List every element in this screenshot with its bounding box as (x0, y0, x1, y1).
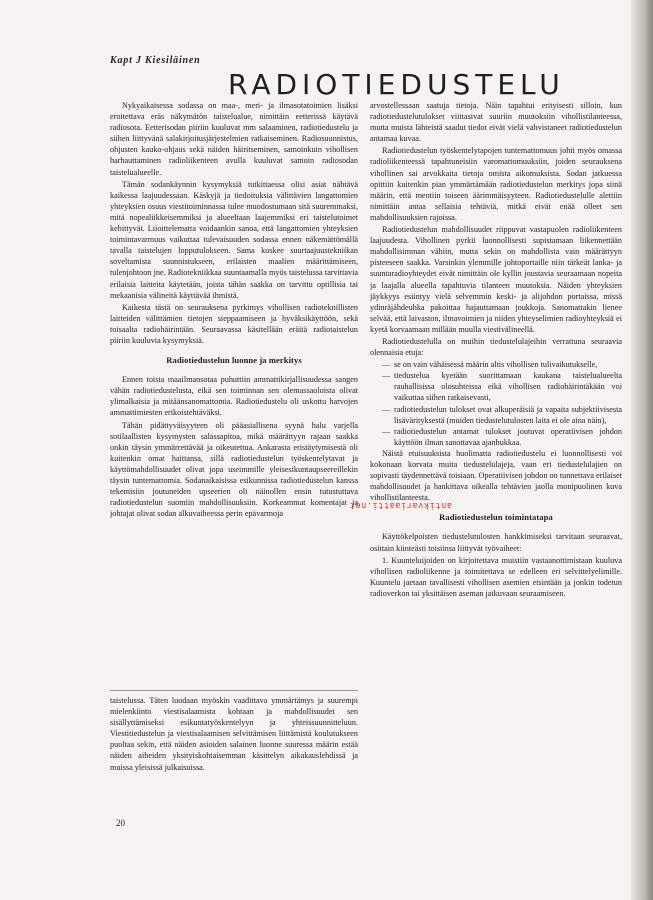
paragraph: 1. Kuunteluijoiden on kirjoitettava muistiin vastaanottimistaan kuuluva vihollisen radioliikenne ja toimitettava se edelleen eri selvittelyelimille. Kuuntelu jaetaan tavallisesti vihollisen asemien etsintään ja jonkin todetun radioverkon tai yksittäisen aseman jatkuvaan seuraamiseen. (370, 555, 622, 598)
paragraph: Tähän pidättyväisyyteen oli pääasiallisena syynä halu varjella sotilaallisten kysymysten salassapitoa, mikä määrättyyn rajaan saakka onkin täysin ymmärrettävää ja oikeutettua. Ankarasta eristäytymisestä oli kuitenkin omat haittansa, sillä radiotiedustelun työskentelytavat ja käyttömahdollisuudet olivat jopa useimmille yleisesikuntaupseereillekin täysin tuntemattomia. Sodanaikaisissa esikunnissa radiotiedustelun kanssa tekemisiin joutuneiden upseerien oli näinollen ensin tutustuttava radiotiedustelun suomiin mahdollisuuksiin. Korkeammat komentajat ja johtajat olivat sodan alkuvaiheessa perin epävarmoja (110, 420, 358, 519)
list-dash: — (382, 404, 391, 414)
list-item (382, 404, 622, 426)
list-item-text: radiotiedustelun antamat tulokset joutuvat operatiivisen johdon käyttöön ilman sanottavaa ajanhukkaa. (394, 426, 622, 447)
section-heading: Radiotiedustelun luonne ja merkitys (166, 355, 302, 366)
column-divider-rule (110, 690, 358, 691)
list-dash: — (382, 426, 391, 436)
paragraph: Käyttökelpoisten tiedustelutulosten hankkimiseksi tarvitaan seuraavat, osittain kiinteästi toisiinsa liittyvät työvaiheet: (370, 532, 622, 553)
list-item-text: radiotiedustelun tulokset ovat alkuperäisiä ja vapaita subjektiivisesta lisävärityksestä (muiden tiedustelutulosten laita ei ole aina näin), (394, 404, 622, 425)
paragraph: taistelussa. Täten luodaan myöskin vaadittava ymmärtämys ja suurempi mielenkiinto viestisalaamista kohtaan ja mahdollisuudet sen sisällyttämiseksi esikuntatyöskentelyyn ja yhteissuunnitteluun. Viestitiedustelun ja viestisalaamisen selvittämisen liittämistä koulutukseen puoltaa sekin, että näiden asioiden salainen luonne suuressa määrin estää näiden aiheiden yksityiskohtaisemman käsittelyn aikakauslehdissä ja muissa yleisissä julkaisuissa. (110, 696, 358, 772)
list-dash: — (382, 371, 391, 381)
paragraph: Ennen toista maailmansotaa puhuttiin ammattikirjallisuudessa sangen vähän radiotiedustelusta, eikä sen toiminnan sen olemassaoloista olivat ylimalkaisia ja mitäänsanomattomia. Radiotiedustelu oli uskottu harvojen ammattimiesten erikoistehtäväksi. (110, 375, 358, 418)
right-column (370, 100, 622, 800)
paragraph: Kaikesta tästä on seurauksena pyrkimys vihollisen radioteknillisten laitteiden välittämien tietojen sieppaamiseen ja hyväksikäyttöön, sekä toisaalta radiohäirintään. Seuraavassa käsitellään eräitä radiotaistelun piiriin kuuluvia kysymyksiä. (110, 302, 358, 345)
list-item-text: se on vain vähäisessä määrin altis vihollisen tulivaikutukselle, (394, 360, 598, 370)
paragraph: Radiotiedustelun työskentelytapojen tuntemattomuus johti myös omassa radioliikenteessä tapahtuneisiin varomattomuuksiin, joiden seurauksena vihollinen sai arvokkaita tietoja omista aikomuksista. Sodan jatkuessa opittiin kuitenkin pian ymmärtämään radiotiedustelun merkitys jopa siinä määrin, että mentiin toiseen äärimmäisyyteen. Radiotiedustelulle alettiin nimittäin antaa sellaisia tehtäviä, mitkä eivät enää olleet sen mahdollisuuksien rajoissa. (370, 146, 622, 222)
paragraph: Näistä etuisuuksista huolimatta radiotiedustelu ei luonnollisesti voi kokonaan korvata muita tiedustelulajeja, vaan eri tiedustelulajien on sopivasti täydennettävä toisiaan. Operatiivisen johdon on tunnettava erilaiset mahdollisuudet ja hankittava oikealla tehtävien jaolla monipuolinen kuva vihollistilanteesta. (370, 448, 622, 503)
antikvariaatti-watermark-stamp: antikvariaatti.net (349, 500, 452, 510)
article-title: RADIOTIEDUSTELU (228, 68, 565, 101)
list-item-text: tiedustelua kyetään suorittamaan kaukana taistelualueelta rauhallisissa olosuhteissa eikä vihollisen radiohäirintäkään voi vaikuttaa siihen ratkaisevasti, (394, 371, 622, 403)
page-gutter-shadow (631, 0, 653, 900)
paragraph: Nykyaikaisessa sodassa on maa-, meri- ja ilmasotatoimien lisäksi eroitettava eräs näkymätön taistelualue, nimittäin eetterissä käytävä radiosota. Eetterisodan piiriin kuuluvat mm salaaminen, radiotiedustelu ja siihen liittyvänä salakirjoitusjärjestelmien ratkaiseminen. Radiosuunnistus, ohjusten kauko-ohjaus sekä näiden häiritseminen, samoinkuin vihollisen harhauttaminen radioliikenteen avulla kuuluvat samoin radiosodan taistelualueelle. (110, 101, 358, 177)
paragraph: arvostellessaan saatuja tietoja. Näin tapahtui erityisesti silloin, kun radiotiedustelutulokset viittasivat suuriin muutoksiin vihollistilanteessa, mutta muista lähteistä saadut tiedot eivät vielä vahvistaneet radiotiedustelun antamaa kuvaa. (370, 101, 622, 144)
list-item (382, 359, 622, 370)
list-dash: — (382, 360, 391, 370)
page-number: 20 (116, 818, 125, 828)
author-byline: Kapt J Kiesiläinen (110, 55, 201, 66)
left-column-bottom (110, 695, 358, 805)
section-heading: Radiotiedustelun toimintatapa (439, 512, 553, 523)
paragraph: Radiotiedustelun mahdollisuudet riippuvat vastapuolen radioliikenteen laajuudesta. Vihollinen pyrkii luonnollisesti supistamaan liikennettään mahdollisimman vähiin, mutta sekin on mahdollista vain määrättyyn pisteeseen saakka. Varsinkin ylemmille johtoportaille niin tärkeät lanka- ja suuntaradioyhteydet eivät nimittäin ole kyllin joustavia seuraamaan nopeita ja laajalla alueella tapahtuvia tilanteen muutoksia. Näiden yhteyksien jäykkyys esiintyy vielä selvemmin keski- ja alijohdon portaissa, missä ydinräjähdeuhka pakoittaa hajauttamaan joukkoja. Sanomattakin lienee selvää, että laivaston, ilmavoimien ja niiden yhteyselimien radioyhteyksiä ei kyetä korvaamaan millään muulla viestivälineellä. (370, 225, 622, 334)
paragraph: Tämän sodankäynnin kysymyksiä tutkittaessa olisi asiat nähtävä kaikessa laajuudessaan. Käskyjä ja tiedoituksia välittävien langattomien yhteyksien osuus viestitoiminnassa tulee muodostumaan sitä suuremmaksi, mitä nopealiikkeisemmiksi ja alueeltaan laajemmiksi eri taistelutoimet kehittyvät. Liioittelematta voidaankin sanoa, että langattomien yhteyksien toimintavarmuus vaikuttaa tulevaisuuden sodassa ennen näkemättömällä tavalla taistelujen lopputulokseen. Sama koskee suurtaajuustekniikan soveltamista suunnistukseen, erilaisten maalien määrittämiseen, tulenjohtoon jne. Radiotekniikkaa suuntaamalla myös taistelussa tarvittavia erilaisia laitteita käytetään, joista tähän saakka on tarvittu optillisia tai mekaanisia välineitä käyttävää ihmistä. (110, 179, 358, 300)
left-column-top (110, 100, 358, 690)
advantages-list (370, 359, 622, 448)
list-item (382, 426, 622, 448)
paragraph: Radiotiedustelulla on muihin tiedustelulajeihin verrattuna seuraavia olennaisia etuja: (370, 336, 622, 358)
list-item (382, 370, 622, 403)
